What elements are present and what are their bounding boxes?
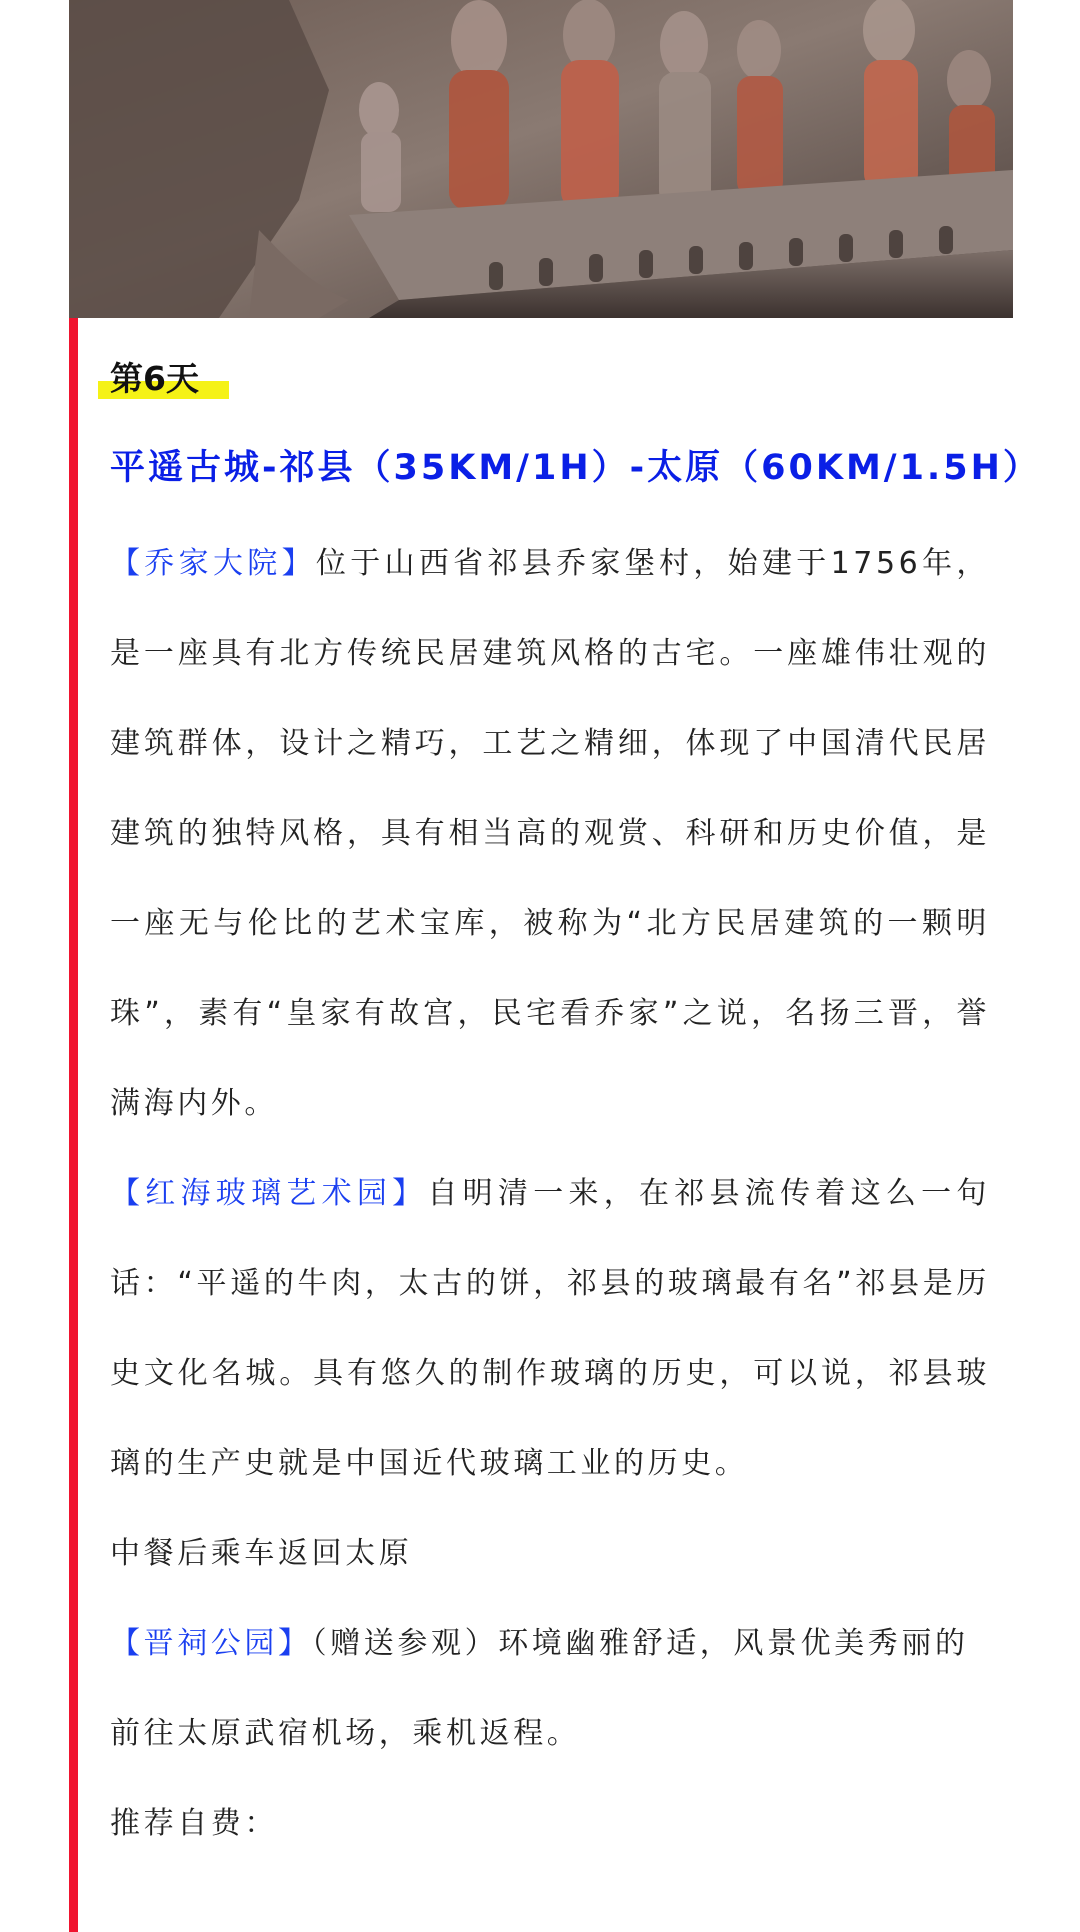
attraction-honghai-glass-art-park: 【红海玻璃艺术园】 <box>110 1176 428 1211</box>
hero-photo <box>69 0 1013 318</box>
itinerary-content <box>110 359 1041 1869</box>
paragraph-honghai-glass <box>110 1149 990 1509</box>
day-title <box>110 360 229 401</box>
paragraph-text: 位于山西省祁县乔家堡村，始建于1756年，是一座具有北方传统民居建筑风格的古宅。一座雄伟壮观的建筑群体，设计之精巧，工艺之精细，体现了中国清代民居建筑的独特风格，具有相当高的观赏、科研和历史价值，是一座无与伦比的艺术宝库，被称为“北方民居建筑的一颗明珠”，素有“皇家有故宫，民宅看乔家”之说，名扬三晋，誉满海内外。 <box>110 546 990 1121</box>
paragraph-jinci-park <box>110 1599 990 1689</box>
attraction-qiao-family-compound: 【乔家大院】 <box>110 546 316 581</box>
paragraph-text: （赠送参观）环境幽雅舒适，风景优美秀丽的 <box>311 1626 969 1661</box>
day-title-text: 第6天 <box>110 359 199 398</box>
paragraph-text: 推荐自费： <box>110 1806 278 1841</box>
attraction-jinci-park: 【晋祠公园】 <box>110 1626 312 1661</box>
paragraph-lunch-return <box>110 1509 990 1599</box>
paragraph-qiao-family <box>110 519 990 1149</box>
paragraph-airport <box>110 1689 990 1779</box>
route-heading: 平遥古城-祁县（35KM/1H）-太原（60KM/1.5H） <box>110 448 1041 488</box>
paragraph-text: 自明清一来，在祁县流传着这么一句话：“平遥的牛肉，太古的饼，祁县的玻璃最有名”祁县是历史文化名城。具有悠久的制作玻璃的历史，可以说，祁县玻璃的生产史就是中国近代玻璃工业的历史。 <box>110 1176 990 1481</box>
cave-sculpture-photo-icon <box>69 0 1013 318</box>
paragraph-text: 前往太原武宿机场，乘机返程。 <box>110 1716 581 1751</box>
accent-bar <box>69 318 78 1932</box>
paragraph-text: 中餐后乘车返回太原 <box>110 1536 413 1571</box>
paragraph-optional-expenses <box>110 1779 990 1869</box>
